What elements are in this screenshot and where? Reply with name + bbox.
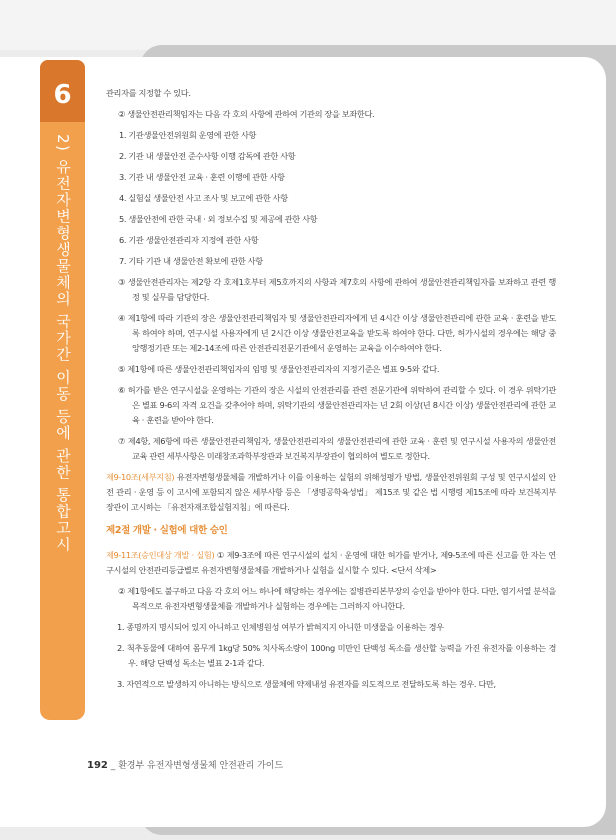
list-item: 3. 자연적으로 발생하지 아니하는 방식으로 생물체에 약제내성 유전자를 의도적으로 전달하도록 하는 경우. 다만, bbox=[117, 679, 496, 689]
chapter-number: 6 bbox=[40, 60, 85, 122]
page-number: 192 bbox=[87, 760, 108, 771]
list-item: 2. 기관 내 생물안전 준수사항 이행 감독에 관한 사항 bbox=[119, 151, 296, 161]
paragraph-4: ④ 제1항에 따라 기관의 장은 생물안전관리책임자 및 생물안전관리자에게 년 4시간 이상 생물안전관리에 관한 교육 · 훈련을 받도록 하여야 하며, 연구시설 사용자에게 년 2시간 이상 생물안전교육을 받도록 하여야 한다. 다만, 허가시설의 경우에는 해당 중앙행정기관 또는 제2-14조에 따른 안전관리전문기관에서 운영하는 교육을 이수하여야 한다. bbox=[118, 313, 556, 353]
item-list-2 bbox=[106, 620, 556, 692]
article-text: 유전자변형생물체를 개발하거나 이를 이용하는 실험의 위해성평가 방법, 생물안전위원회 구성 및 연구시설의 안전 관리 · 운영 등 이 고시에 포함되지 않은 세부사항 등은 「생명공학육성법」 제15조 및 같은 법 시행령 제15조에 따라 보건복지부장관이 고시하는 「유전자재조합실험지침」에 따른다. bbox=[106, 472, 556, 512]
page-footer bbox=[87, 758, 283, 771]
article-label: 제9-11조(승인대상 개발 · 실험) bbox=[106, 550, 215, 560]
list-item: 3. 기관 내 생물안전 교육 · 훈련 이행에 관한 사항 bbox=[119, 172, 285, 182]
document-body bbox=[106, 86, 556, 698]
article-label: 제9-10조(세부지침) bbox=[106, 472, 175, 482]
page-edge-strip bbox=[606, 57, 616, 827]
paragraph-6: ⑥ 허가를 받은 연구시설을 운영하는 기관의 장은 시설의 안전관리를 관련 전문기관에 위탁하여 관리할 수 있다. 이 경우 위탁기관은 별표 9-6의 자격 요건을 갖추어야 하며, 위탁기관의 생물안전관리자는 년 2회 이상(년 8시간 이상) 생물안전관리에 관한 교육 · 훈련을 받아야 한다. bbox=[118, 385, 556, 425]
list-item: 4. 실험실 생물안전 사고 조사 및 보고에 관한 사항 bbox=[119, 193, 288, 203]
article-9-10 bbox=[106, 470, 556, 515]
article-9-11-paragraph-2: ② 제1항에도 불구하고 다음 각 호의 어느 하나에 해당하는 경우에는 질병관리본부장의 승인을 받아야 한다. 다만, 염기서열 분석을 목적으로 유전자변형생물체를 개발하거나 실험하는 경우에는 그러하지 아니한다. bbox=[118, 586, 556, 611]
list-item: 1. 기관생물안전위원회 운영에 관한 사항 bbox=[119, 130, 257, 140]
list-item: 2. 척추동물에 대하여 몸무게 1kg당 50% 치사독소량이 100ng 미만인 단백성 독소를 생산할 능력을 가진 유전자를 이용하는 경우. 해당 단백성 독소는 별표 2-1과 같다. bbox=[117, 643, 556, 668]
paragraph-5: ⑤ 제1항에 따른 생물안전관리책임자의 임명 및 생물안전관리자의 지정기준은 별표 9-5와 같다. bbox=[118, 364, 440, 374]
paragraph-7: ⑦ 제4항, 제6항에 따른 생물안전관리책임자, 생물안전관리자의 생물안전관리에 관한 교육 · 훈련 및 연구시설 사용자의 생물안전교육 관련 세부사항은 미래창조과학부장관과 보건복지부장관이 협의하여 별도로 정한다. bbox=[118, 436, 556, 461]
footer-text: _ 환경부 유전자변형생물체 안전관리 가이드 bbox=[110, 761, 284, 771]
paragraph-3: ③ 생물안전관리자는 제2항 각 호제1호부터 제5호까지의 사항과 제7호의 사항에 관하여 생물안전관리책임자를 보좌하고 관련 행정 및 실무를 담당한다. bbox=[118, 277, 556, 302]
article-9-11 bbox=[106, 548, 556, 578]
list-item: 5. 생물안전에 관한 국내 · 외 정보수집 및 제공에 관한 사항 bbox=[119, 214, 318, 224]
paragraph-2: ② 생물안전관리책임자는 다음 각 호의 사항에 관하여 기관의 장을 보좌한다. bbox=[118, 109, 375, 119]
list-item: 6. 기관 생물안전관리자 지정에 관한 사항 bbox=[119, 235, 259, 245]
chapter-tab bbox=[40, 60, 85, 720]
intro-line: 관리자를 지정할 수 있다. bbox=[106, 88, 191, 98]
item-list-1 bbox=[106, 128, 556, 269]
list-item: 1. 종명까지 명시되어 있지 아니하고 인체병원성 여부가 밝혀지지 아니한 미생물을 이용하는 경우 bbox=[117, 622, 444, 632]
page-top-band bbox=[0, 0, 616, 50]
article-text: ① 제9-3조에 따른 연구시설의 설치 · 운영에 대한 허가를 받거나, 제9-5조에 따른 신고를 한 자는 연구시설의 안전관리등급별로 유전자변형생물체를 개발하거나 실험을 실시할 수 있다. <단서 삭제> bbox=[106, 550, 556, 575]
list-item: 7. 기타 기관 내 생물안전 확보에 관한 사항 bbox=[119, 256, 263, 266]
section-title: 제2절 개발 · 실험에 대한 승인 bbox=[106, 525, 228, 536]
chapter-title: 2) 유전자변형생물체의 국가간 이동 등에 관한 통합고시 bbox=[54, 134, 72, 554]
